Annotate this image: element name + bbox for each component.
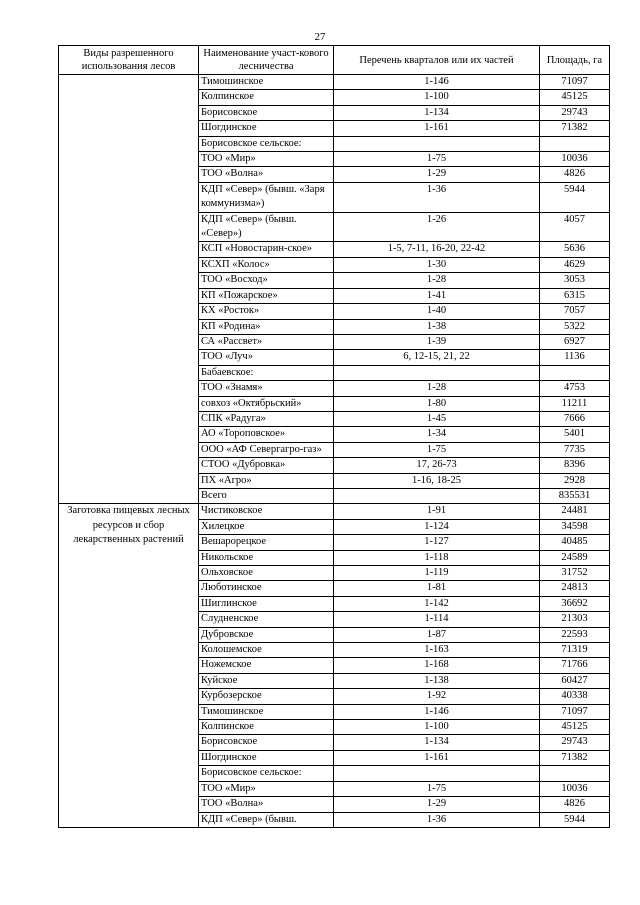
district-name-cell: КП «Родина»	[199, 319, 334, 334]
quarters-cell: 1-40	[334, 304, 540, 319]
area-cell: 40338	[540, 689, 610, 704]
quarters-cell: 1-91	[334, 504, 540, 519]
area-cell: 45125	[540, 90, 610, 105]
district-name-cell: СПК «Радуга»	[199, 411, 334, 426]
district-name-cell: Куйское	[199, 673, 334, 688]
quarters-cell	[334, 136, 540, 151]
district-name-cell: Борисовское сельское:	[199, 766, 334, 781]
quarters-cell: 1-87	[334, 627, 540, 642]
district-name-cell: Слудненское	[199, 612, 334, 627]
area-cell: 5944	[540, 182, 610, 212]
district-name-cell: Люботинское	[199, 581, 334, 596]
district-name-cell: Борисовское	[199, 735, 334, 750]
area-cell	[540, 136, 610, 151]
area-cell: 71382	[540, 121, 610, 136]
district-name-cell: Борисовское сельское:	[199, 136, 334, 151]
quarters-cell: 6, 12-15, 21, 22	[334, 350, 540, 365]
district-name-cell: Колошемское	[199, 643, 334, 658]
quarters-cell	[334, 766, 540, 781]
district-name-cell: Ольховское	[199, 566, 334, 581]
area-cell: 71319	[540, 643, 610, 658]
area-cell: 3053	[540, 273, 610, 288]
district-name-cell: Всего	[199, 488, 334, 503]
district-name-cell: Ножемское	[199, 658, 334, 673]
quarters-cell: 1-39	[334, 334, 540, 349]
district-name-cell: ТОО «Знамя»	[199, 381, 334, 396]
table-row	[59, 504, 610, 519]
district-name-cell: Колпинское	[199, 720, 334, 735]
area-cell: 5322	[540, 319, 610, 334]
area-cell: 71097	[540, 704, 610, 719]
quarters-cell: 1-127	[334, 535, 540, 550]
quarters-cell: 1-161	[334, 121, 540, 136]
area-cell: 24589	[540, 550, 610, 565]
area-cell: 21303	[540, 612, 610, 627]
area-cell: 40485	[540, 535, 610, 550]
header-district: Наименование участ-кового лесничества	[199, 46, 334, 75]
district-name-cell: КП «Пожарское»	[199, 288, 334, 303]
quarters-cell: 1-163	[334, 643, 540, 658]
quarters-cell: 1-81	[334, 581, 540, 596]
quarters-cell: 1-36	[334, 182, 540, 212]
area-cell: 2928	[540, 473, 610, 488]
district-name-cell: ПХ «Агро»	[199, 473, 334, 488]
area-cell: 34598	[540, 519, 610, 534]
quarters-cell: 1-75	[334, 781, 540, 796]
district-name-cell: КДП «Север» (бывш.	[199, 812, 334, 827]
district-name-cell: совхоз «Октябрьский»	[199, 396, 334, 411]
area-cell: 7057	[540, 304, 610, 319]
area-cell: 7735	[540, 442, 610, 457]
quarters-cell: 1-38	[334, 319, 540, 334]
header-quarters: Перечень кварталов или их частей	[334, 46, 540, 75]
district-name-cell: Шогдинское	[199, 121, 334, 136]
district-name-cell: Борисовское	[199, 105, 334, 120]
area-cell: 29743	[540, 735, 610, 750]
district-name-cell: Чистиковское	[199, 504, 334, 519]
quarters-cell: 1-16, 18-25	[334, 473, 540, 488]
area-cell: 4826	[540, 797, 610, 812]
area-cell: 11211	[540, 396, 610, 411]
quarters-cell: 1-168	[334, 658, 540, 673]
quarters-cell: 1-114	[334, 612, 540, 627]
district-name-cell: Тимошинское	[199, 704, 334, 719]
district-name-cell: КСХП «Колос»	[199, 257, 334, 272]
quarters-cell: 1-100	[334, 90, 540, 105]
area-cell: 5401	[540, 427, 610, 442]
quarters-cell: 1-75	[334, 442, 540, 457]
area-cell: 835531	[540, 488, 610, 503]
area-cell: 7666	[540, 411, 610, 426]
district-name-cell: СА «Рассвет»	[199, 334, 334, 349]
district-name-cell: Колпинское	[199, 90, 334, 105]
quarters-cell: 1-28	[334, 273, 540, 288]
area-cell: 10036	[540, 781, 610, 796]
district-name-cell: ТОО «Восход»	[199, 273, 334, 288]
district-name-cell: Курбозерское	[199, 689, 334, 704]
area-cell: 71382	[540, 750, 610, 765]
quarters-cell: 1-29	[334, 167, 540, 182]
area-cell: 4826	[540, 167, 610, 182]
quarters-cell: 1-80	[334, 396, 540, 411]
quarters-cell: 1-100	[334, 720, 540, 735]
district-name-cell: ТОО «Мир»	[199, 781, 334, 796]
quarters-cell: 1-5, 7-11, 16-20, 22-42	[334, 242, 540, 257]
quarters-cell: 1-30	[334, 257, 540, 272]
table-header	[59, 46, 610, 75]
quarters-cell: 1-142	[334, 596, 540, 611]
forest-usage-table	[58, 45, 610, 828]
district-name-cell: Никольское	[199, 550, 334, 565]
quarters-cell: 1-34	[334, 427, 540, 442]
district-name-cell: Дубровское	[199, 627, 334, 642]
district-name-cell: ТОО «Мир»	[199, 152, 334, 167]
quarters-cell: 1-161	[334, 750, 540, 765]
quarters-cell: 1-26	[334, 212, 540, 242]
area-cell: 10036	[540, 152, 610, 167]
table-row	[59, 75, 610, 90]
area-cell: 4753	[540, 381, 610, 396]
quarters-cell: 1-92	[334, 689, 540, 704]
district-name-cell: ООО «АФ Севергагро-газ»	[199, 442, 334, 457]
table-body	[59, 75, 610, 828]
district-name-cell: Тимошинское	[199, 75, 334, 90]
quarters-cell: 1-138	[334, 673, 540, 688]
area-cell: 4057	[540, 212, 610, 242]
usage-type-cell: Заготовка пищевых лесных ресурсов и сбор лекарственных растений	[59, 504, 199, 828]
area-cell: 71766	[540, 658, 610, 673]
quarters-cell: 1-45	[334, 411, 540, 426]
quarters-cell: 1-134	[334, 735, 540, 750]
quarters-cell: 1-36	[334, 812, 540, 827]
area-cell: 1136	[540, 350, 610, 365]
area-cell: 5636	[540, 242, 610, 257]
district-name-cell: ТОО «Волна»	[199, 797, 334, 812]
area-cell: 8396	[540, 458, 610, 473]
quarters-cell: 1-41	[334, 288, 540, 303]
area-cell: 45125	[540, 720, 610, 735]
area-cell: 24813	[540, 581, 610, 596]
district-name-cell: КХ «Росток»	[199, 304, 334, 319]
quarters-cell: 1-75	[334, 152, 540, 167]
header-usage: Виды разрешенного использования лесов	[59, 46, 199, 75]
quarters-cell: 1-146	[334, 75, 540, 90]
area-cell: 6927	[540, 334, 610, 349]
quarters-cell: 17, 26-73	[334, 458, 540, 473]
area-cell: 6315	[540, 288, 610, 303]
quarters-cell	[334, 365, 540, 380]
header-area: Площадь, га	[540, 46, 610, 75]
area-cell	[540, 766, 610, 781]
district-name-cell: Шиглинское	[199, 596, 334, 611]
district-name-cell: КДП «Север» (бывш. «Север»)	[199, 212, 334, 242]
quarters-cell: 1-134	[334, 105, 540, 120]
area-cell: 36692	[540, 596, 610, 611]
district-name-cell: ТОО «Луч»	[199, 350, 334, 365]
quarters-cell	[334, 488, 540, 503]
quarters-cell: 1-28	[334, 381, 540, 396]
area-cell	[540, 365, 610, 380]
page-number: 27	[314, 31, 326, 43]
area-cell: 22593	[540, 627, 610, 642]
area-cell: 60427	[540, 673, 610, 688]
area-cell: 31752	[540, 566, 610, 581]
area-cell: 24481	[540, 504, 610, 519]
quarters-cell: 1-119	[334, 566, 540, 581]
district-name-cell: Хилецкое	[199, 519, 334, 534]
district-name-cell: КДП «Север» (бывш. «Заря коммунизма»)	[199, 182, 334, 212]
usage-type-cell	[59, 75, 199, 504]
quarters-cell: 1-118	[334, 550, 540, 565]
district-name-cell: АО «Тороповское»	[199, 427, 334, 442]
district-name-cell: КСП «Новостарин-ское»	[199, 242, 334, 257]
quarters-cell: 1-124	[334, 519, 540, 534]
area-cell: 29743	[540, 105, 610, 120]
header-row	[59, 46, 610, 75]
quarters-cell: 1-146	[334, 704, 540, 719]
district-name-cell: Бабаевское:	[199, 365, 334, 380]
district-name-cell: Шогдинское	[199, 750, 334, 765]
area-cell: 5944	[540, 812, 610, 827]
district-name-cell: Вешарорецкое	[199, 535, 334, 550]
area-cell: 4629	[540, 257, 610, 272]
area-cell: 71097	[540, 75, 610, 90]
district-name-cell: ТОО «Волна»	[199, 167, 334, 182]
district-name-cell: СТОО «Дубровка»	[199, 458, 334, 473]
quarters-cell: 1-29	[334, 797, 540, 812]
